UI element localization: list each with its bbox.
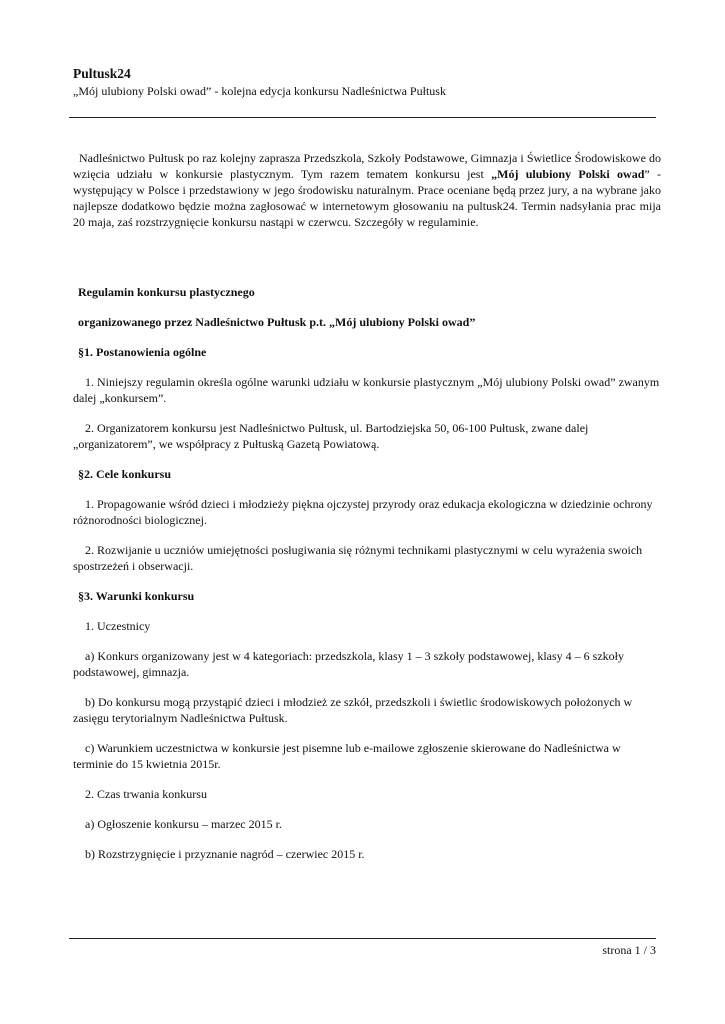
page-number: strona 1 / 3	[602, 943, 656, 957]
intro-text-2: ” - występujący w Polsce i przedstawiony w jego środowisku naturalnym. Prace oceniane będą przez jury, a na wybrane jako najlepsze dodatkowo będzie można zagłosować w internetowym głosowaniu na pultusk24. Termin nadsyłania prac mija 20 maja, zaś rozstrzygnięcie konkursu nastąpi w czerwcu. Szczegóły w regulaminie.	[73, 167, 662, 229]
intro-text-1: Nadleśnictwo Pułtusk po raz kolejny zaprasza Przedszkola, Szkoły Podstawowe, Gimnazja i Świetlice Środowiskowe do wzięcia udziału w konkursie plastycznym. Tym razem tematem konkursu jest	[73, 151, 661, 181]
section-1-paragraph-1: 1. Niniejszy regulamin określa ogólne warunki udziału w konkursie plastycznym „Mój ulubiony Polski owad” zwanym dalej „konkursem”.	[73, 375, 660, 405]
section-1-heading: §1. Postanowienia ogólne	[78, 345, 207, 359]
footer-divider	[69, 938, 656, 939]
regulamin-subtitle: organizowanego przez Nadleśnictwo Pułtusk p.t. „Mój ulubiony Polski owad”	[78, 315, 476, 329]
document-title: „Mój ulubiony Polski owad” - kolejna edycja konkursu Nadleśnictwa Pułtusk	[73, 84, 446, 98]
header-divider	[69, 117, 656, 118]
page-header	[73, 65, 663, 99]
section-3-item-1b: b) Do konkursu mogą przystąpić dzieci i młodzież ze szkół, przedszkoli i świetlic środowiskowych położonych w zasięgu terytorialnym Nadleśnictwa Pułtusk.	[73, 695, 633, 725]
section-3-item-2b: b) Rozstrzygnięcie i przyznanie nagród – czerwiec 2015 r.	[85, 847, 365, 861]
section-1-paragraph-2: 2. Organizatorem konkursu jest Nadleśnictwo Pułtusk, ul. Bartodziejska 50, 06-100 Pułtusk, zwane dalej „organizatorem”, we współpracy z Pułtuską Gazetą Powiatową.	[73, 421, 589, 451]
section-3-item-1c: c) Warunkiem uczestnictwa w konkursie jest pisemne lub e-mailowe zgłoszenie skierowane do Nadleśnictwa w terminie do 15 kwietnia 2015r.	[73, 741, 621, 771]
intro-paragraph	[73, 150, 661, 230]
regulamin-title: Regulamin konkursu plastycznego	[78, 285, 255, 299]
site-name: Pultusk24	[73, 66, 131, 81]
section-2-heading: §2. Cele konkursu	[78, 467, 172, 481]
section-2-paragraph-2: 2. Rozwijanie u uczniów umiejętności posługiwania się różnymi technikami plastycznymi w celu wyrażenia swoich spostrzeżeń i obserwacji.	[73, 543, 643, 573]
section-3-item-1a: a) Konkurs organizowany jest w 4 kategoriach: przedszkola, klasy 1 – 3 szkoły podstawowej, klasy 4 – 6 szkoły podstawowej, gimnazja.	[73, 649, 624, 679]
section-2-paragraph-1: 1. Propagowanie wśród dzieci i młodzieży piękna ojczystej przyrody oraz edukacja ekologiczna w dziedzinie ochrony różnorodności biologicznej.	[73, 497, 653, 527]
section-3-item-2: 2. Czas trwania konkursu	[85, 787, 207, 801]
intro-bold-title: „Mój ulubiony Polski owad	[491, 167, 645, 181]
section-3-heading: §3. Warunki konkursu	[78, 589, 195, 603]
article-body	[73, 150, 661, 862]
section-3-item-1: 1. Uczestnicy	[85, 619, 151, 633]
section-3-item-2a: a) Ogłoszenie konkursu – marzec 2015 r.	[85, 817, 282, 831]
